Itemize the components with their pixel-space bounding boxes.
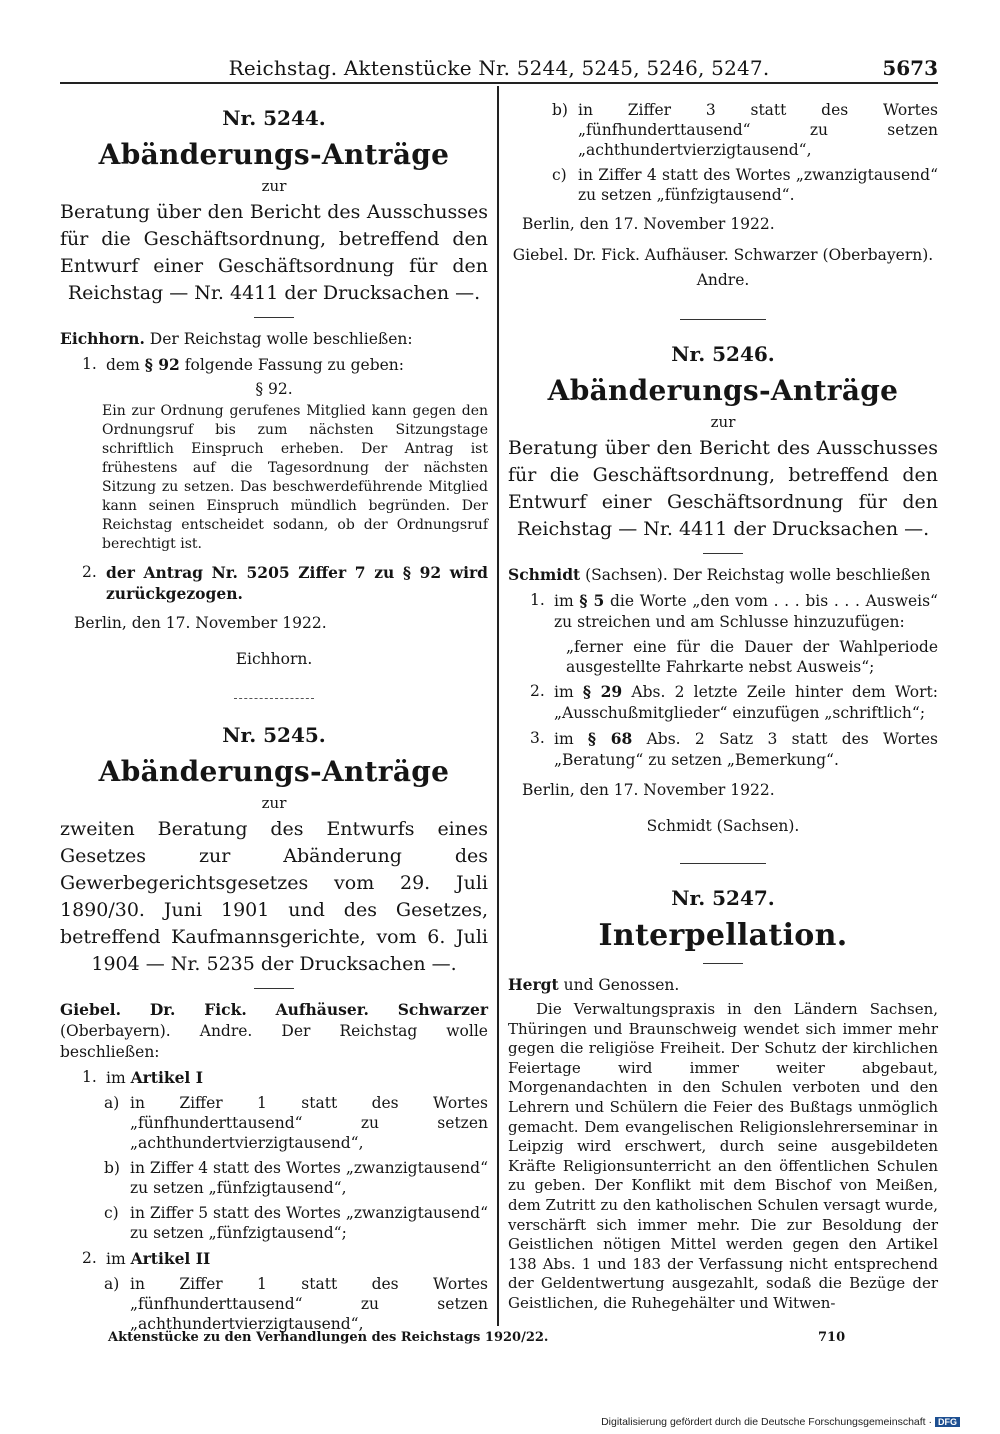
- inserted-quote: „ferner eine für die Dauer der Wahlperiode ausgestellte Fahrkarte nebst Ausweis“;: [566, 638, 938, 676]
- paragraph-label: § 92.: [255, 380, 293, 398]
- item-article-ref: Artikel II: [130, 1249, 211, 1268]
- header-title: Reichstag. Aktenstücke Nr. 5244, 5245, 5246, 5247.: [228, 56, 770, 80]
- list-item: [530, 590, 938, 633]
- doc-title: Abänderungs-Anträge: [547, 374, 899, 407]
- section-separator: [680, 863, 766, 864]
- proposer-name: Hergt: [508, 975, 559, 994]
- item-text: [554, 590, 938, 633]
- item-text: der Antrag Nr. 5205 Ziffer 7 zu § 92 wird zurückgezogen.: [106, 563, 488, 603]
- intro-text: und Genossen.: [563, 976, 680, 994]
- item-prefix: im: [106, 1069, 126, 1087]
- sub-item-text: in Ziffer 4 statt des Wortes „zwanzigtausend“ zu setzen „fünfzigtausend“.: [578, 166, 938, 204]
- item-text: [106, 1067, 488, 1089]
- footer-source: Aktenstücke zu den Verhandlungen des Reichstags 1920/22.: [108, 1330, 549, 1345]
- sub-item: [552, 100, 938, 160]
- list-item: [530, 681, 938, 724]
- proposer-name: Eichhorn.: [60, 329, 145, 348]
- doc-subtitle: Beratung über den Bericht des Ausschusses für die Geschäftsordnung, betreffend den Entwurf einer Geschäftsordnung für den Reichstag — Nr. 4411 der Drucksachen —.: [60, 201, 488, 304]
- item-article-ref: Artikel I: [130, 1068, 203, 1087]
- doc-number: Nr. 5246.: [671, 342, 775, 366]
- doc-zur: zur: [710, 413, 736, 431]
- digitization-credit: [601, 1416, 960, 1428]
- sub-item-letter: b): [104, 1159, 120, 1177]
- section-separator: [234, 698, 314, 699]
- doc-number: Nr. 5245.: [222, 723, 326, 747]
- list-item: [82, 1067, 488, 1089]
- document-5244: [60, 106, 488, 668]
- sub-item-text: in Ziffer 5 statt des Wortes „zwanzigtausend“ zu setzen „fünfzigtausend“;: [130, 1204, 488, 1242]
- sub-item-text: in Ziffer 1 statt des Wortes „fünfhunderttausend“ zu setzen „achthundertvierzigtausend“,: [130, 1094, 488, 1152]
- short-rule: [254, 988, 294, 989]
- page-header: [60, 56, 938, 84]
- item-prefix: im: [106, 1250, 126, 1268]
- paragraph-text: Ein zur Ordnung gerufenes Mitglied kann gegen den Ordnungsruf bis zum nächsten Sitzungstage schriftlich Einspruch erheben. Der Antrag ist frühestens auf die Tagesordnung der nächsten Sitzung zu setzen. Das beschwerdeführende Mitglied kann seinen Einspruch mündlich begründen. Der Reichstag entscheidet sodann, ob der Ordnungsruf berechtigt ist.: [102, 403, 488, 552]
- doc-subtitle: Beratung über den Bericht des Ausschusses für die Geschäftsordnung, betreffend den Entwurf einer Geschäftsordnung für den Reichstag — Nr. 4411 der Drucksachen —.: [508, 437, 938, 540]
- doc-title: Abänderungs-Anträge: [98, 755, 450, 788]
- sub-item-letter: a): [104, 1275, 120, 1293]
- item-number: 1.: [82, 1068, 97, 1086]
- item-number: 2.: [530, 682, 545, 700]
- item-number: 2.: [82, 1249, 97, 1267]
- doc-zur: zur: [261, 794, 287, 812]
- sub-item-text: in Ziffer 1 statt des Wortes „fünfhunderttausend“ zu setzen „achthundertvierzigtausend“,: [130, 1275, 488, 1333]
- short-rule: [703, 553, 743, 554]
- item-number: 3.: [530, 729, 545, 747]
- item-number: 1.: [530, 591, 545, 609]
- doc-subtitle: zweiten Beratung des Entwurfs eines Gesetzes zur Abänderung des Gewerbegerichtsgesetzes vom 29. Juli 1890/30. Juni 1901 und des Gesetzes, betreffend Kaufmannsgerichte, vom 6. Juli 1904 — Nr. 5235 der Drucksachen —.: [60, 818, 488, 975]
- proposer-names: Giebel. Dr. Fick. Aufhäuser. Schwarzer: [60, 1000, 488, 1019]
- doc-title: Interpellation.: [598, 918, 848, 953]
- proposer-names-2: (Oberbayern). Andre.: [60, 1022, 253, 1040]
- proposer-name: Schmidt: [508, 565, 581, 584]
- doc-number: Nr. 5247.: [671, 886, 775, 910]
- column-divider: [497, 86, 499, 1326]
- sub-item-text: in Ziffer 3 statt des Wortes „fünfhunderttausend“ zu setzen „achthundertvierzigtausend“,: [578, 101, 938, 159]
- proposal-intro: [60, 328, 488, 350]
- item-prefix: dem: [106, 356, 140, 374]
- section-separator: [680, 319, 766, 320]
- list-item: [530, 728, 938, 771]
- doc-signature-2: Andre.: [696, 271, 750, 289]
- sub-item: [104, 1158, 488, 1198]
- left-column: [60, 96, 488, 1339]
- document-5247: [508, 886, 938, 1314]
- sub-item: [104, 1093, 488, 1153]
- item-text: [106, 354, 488, 376]
- short-rule: [254, 317, 294, 318]
- item-suffix: Abs. 2 Satz 3 statt des Wortes „Beratung“ zu setzen „Bemerkung“.: [554, 730, 938, 769]
- item-prefix: im: [554, 683, 574, 701]
- sub-item-letter: c): [104, 1204, 119, 1222]
- proposal-intro: [508, 564, 938, 586]
- sub-item: [552, 165, 938, 205]
- header-rule: [60, 82, 938, 84]
- item-prefix: im: [554, 592, 574, 610]
- sub-item-letter: c): [552, 166, 567, 184]
- document-5246: [508, 342, 938, 835]
- interpellation-text: Die Verwaltungspraxis in den Ländern Sachsen, Thüringen und Braunschweig wendet sich immer mehr gegen die religiöse Freiheit. Der Schutz der kirchlichen Feiertage wird immer weiter abgebaut, Morgenandachten in den Schulen verboten und den Lehrern und Schülern die Feier des Bußtags unmöglich gemacht. Dem evangelischen Religionslehrerseminar in Leipzig wird erschwert, durch seine ausgebildeten Kräfte Religionsunterricht an den öffentlichen Schulen zu geben. Der Konflikt mit dem Bischof von Meißen, dem Zutritt zu den katholischen Schulen versagt wurde, verschärft sich immer mehr. Die zur Besoldung der Geistlichen nötigen Mittel werden gegen den Artikel 138 Abs. 1 und 183 der Verfassung nicht entsprechend der Geldentwertung ausgezahlt, sodaß die Bezüge der Geistlichen, die Ruhegehälter und Witwen-: [508, 1000, 938, 1312]
- sub-item: [104, 1203, 488, 1243]
- list-item: [82, 1248, 488, 1270]
- intro-text: Der Reichstag wolle beschließen:: [149, 330, 413, 348]
- item-suffix: folgende Fassung zu geben:: [184, 356, 405, 374]
- doc-zur: zur: [261, 177, 287, 195]
- item-suffix: Abs. 2 letzte Zeile hinter dem Wort: „Ausschußmitglieder“ einzufügen „schriftlich“;: [554, 683, 938, 722]
- credit-text: Digitalisierung gefördert durch die Deutsche Forschungsgemeinschaft ·: [601, 1416, 932, 1428]
- item-text: [554, 728, 938, 771]
- intro-text: (Sachsen). Der Reichstag wolle beschließen: [585, 566, 931, 584]
- doc-date: Berlin, den 17. November 1922.: [74, 614, 327, 632]
- dfg-logo: DFG: [935, 1417, 960, 1427]
- proposal-intro: [508, 974, 938, 996]
- proposal-intro: [60, 999, 488, 1063]
- sub-item-text: in Ziffer 4 statt des Wortes „zwanzigtausend“ zu setzen „fünfzigtausend“,: [130, 1159, 488, 1197]
- item-text: [106, 1248, 488, 1270]
- doc-number: Nr. 5244.: [222, 106, 326, 130]
- right-column: [508, 100, 938, 1314]
- sub-item-letter: a): [104, 1094, 120, 1112]
- item-paragraph-ref: § 29: [582, 682, 623, 701]
- item-text: [554, 681, 938, 724]
- sub-item: [104, 1274, 488, 1334]
- doc-signature: Eichhorn.: [235, 650, 313, 668]
- sub-item-letter: b): [552, 101, 568, 119]
- list-item: [82, 354, 488, 376]
- item-number: 1.: [82, 355, 97, 373]
- item-prefix: im: [554, 730, 574, 748]
- doc-date: Berlin, den 17. November 1922.: [522, 781, 775, 799]
- item-paragraph-ref: § 5: [579, 591, 605, 610]
- document-5245: [60, 723, 488, 1334]
- footer-number: 710: [818, 1330, 846, 1345]
- doc-signature: Giebel. Dr. Fick. Aufhäuser. Schwarzer (Oberbayern).: [512, 246, 934, 264]
- item-number: 2.: [82, 563, 97, 581]
- list-item: [82, 562, 488, 604]
- item-paragraph-ref: § 68: [587, 729, 633, 748]
- doc-signature: Schmidt (Sachsen).: [646, 817, 800, 835]
- doc-date: Berlin, den 17. November 1922.: [522, 215, 775, 233]
- item-suffix: die Worte „den vom . . . bis . . . Ausweis“ zu streichen und am Schlusse hinzuzufügen:: [554, 592, 938, 631]
- intro-text: Der Reichstag wolle beschließen:: [60, 1022, 488, 1061]
- item-paragraph-ref: § 92: [144, 355, 180, 374]
- short-rule: [703, 963, 743, 964]
- header-page-number: 5673: [882, 56, 938, 80]
- document-5245-continued: [508, 100, 938, 291]
- doc-title: Abänderungs-Anträge: [98, 138, 450, 171]
